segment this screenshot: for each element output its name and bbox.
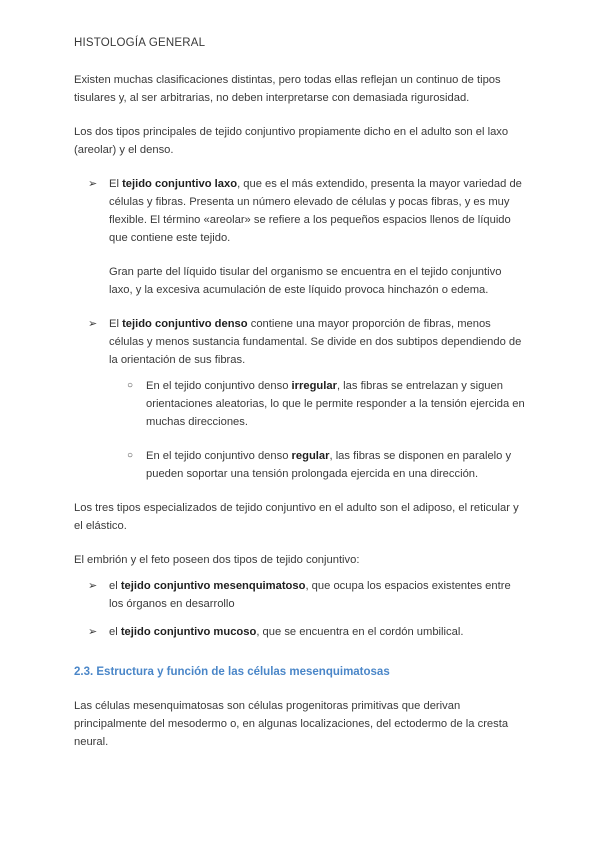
bullet-mucoso [74,623,526,641]
bullet-denso-text [109,315,526,369]
term-denso: tejido conjuntivo denso [122,318,248,330]
bullet-laxo-post: , que es el más extendido, presenta la mayor variedad de células y fibras. Presenta un número elevado de células y pocas fibras, y es muy flexible. El término «areolar» se refiere a los pequeños espacios llenos de líquido que contiene este tejido. [109,178,522,244]
circle-bullet-icon: ○ [127,380,134,391]
bullet-laxo-text [109,175,526,247]
arrow-bullet-icon: ➢ [88,626,98,638]
mucoso-post: , que se encuentra en el cordón umbilical. [256,626,464,638]
sub-bullet-irregular-text [146,377,526,431]
arrow-bullet-icon: ➢ [88,580,98,592]
bullet-denso-post: contiene una mayor proporción de fibras, menos células y menos sustancia fundamental. Se divide en dos subtipos dependiendo de la orientación de sus fibras. [109,318,522,366]
arrow-bullet-icon: ➢ [88,178,98,190]
mucoso-pre: el [109,626,121,638]
sub-bullet-regular [74,447,526,483]
sub-bullet-irregular [74,377,526,431]
circle-bullet-icon: ○ [127,450,134,461]
specialized-paragraph: Los tres tipos especializados de tejido conjuntivo en el adulto son el adiposo, el reticular y el elástico. [74,502,519,532]
sub-bullet-regular-text [146,447,526,483]
term-irregular: irregular [291,380,337,392]
embryo-intro-paragraph: El embrión y el feto poseen dos tipos de tejido conjuntivo: [74,554,360,566]
bullet-mesenquimatoso [74,577,526,613]
types-intro-paragraph: Los dos tipos principales de tejido conjuntivo propiamente dicho en el adulto son el laxo (areolar) y el denso. [74,126,509,156]
mesenquimatoso-pre: el [109,580,121,592]
term-regular: regular [291,450,330,462]
mesenquimatoso-post: , que ocupa los espacios existentes entre los órganos en desarrollo [109,580,511,610]
irregular-post: , las fibras se entrelazan y siguen orientaciones aleatorias, lo que le permite responder a la tensión ejercida en muchas direcciones. [146,380,525,428]
document-body [74,71,526,767]
bullet-denso-pre: El [109,318,123,330]
bullet-laxo [74,175,526,299]
section-heading: 2.3. Estructura y función de las células mesenquimatosas [74,666,390,678]
term-mesenquimatoso: tejido conjuntivo mesenquimatoso [120,580,306,592]
term-mucoso: tejido conjuntivo mucoso [120,626,257,638]
arrow-bullet-icon: ➢ [88,318,98,330]
bullet-denso [74,315,526,369]
intro-paragraph: Existen muchas clasificaciones distintas, pero todas ellas reflejan un continuo de tipos tisulares y, al ser arbitrarias, no deben interpretarse con demasiada rigurosidad. [74,74,501,104]
regular-post: , las fibras se disponen en paralelo y pueden soportar una tensión prolongada ejercida en una dirección. [146,450,512,480]
regular-pre: En el tejido conjuntivo denso [146,450,292,462]
laxo-extra-paragraph: Gran parte del líquido tisular del organismo se encuentra en el tejido conjuntivo laxo, y la excesiva acumulación de este líquido provoca hinchazón o edema. [109,266,502,296]
bullet-mucoso-text [109,623,526,641]
term-laxo: tejido conjuntivo laxo [122,178,238,190]
bullet-mesenquimatoso-text [109,577,526,613]
bullet-laxo-pre: El [109,178,123,190]
mesenchymal-paragraph: Las células mesenquimatosas son células progenitoras primitivas que derivan principalmente del mesodermo o, en algunas localizaciones, del ectodermo de la cresta neural. [74,700,509,748]
denso-sublist [74,377,526,483]
running-header: HISTOLOGÍA GENERAL [74,37,206,49]
irregular-pre: En el tejido conjuntivo denso [146,380,292,392]
